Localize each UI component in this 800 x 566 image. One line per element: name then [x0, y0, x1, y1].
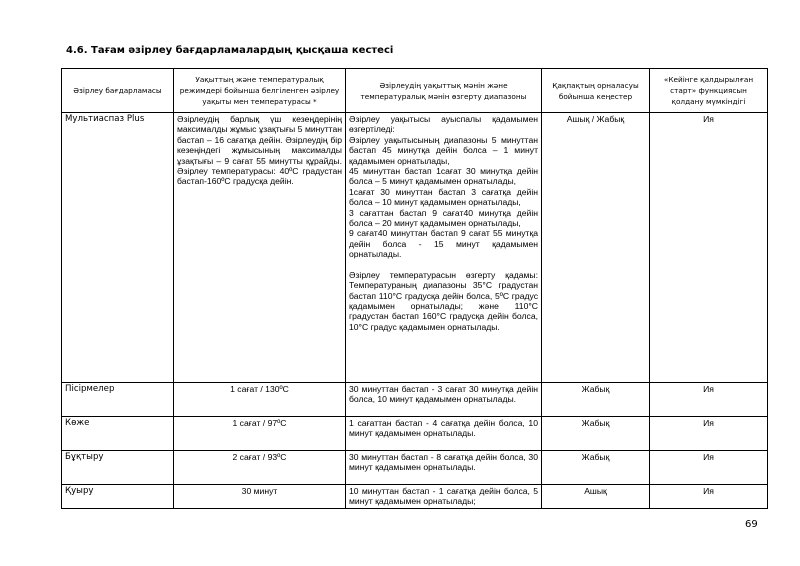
- lid-position: Ашық: [542, 485, 650, 509]
- lid-position: Жабық: [542, 383, 650, 417]
- header-change-range: Әзірлеудің уақыттық мәнін және температуралық мәнін өзгерту диапазоны: [346, 69, 542, 113]
- table-row: [62, 485, 768, 509]
- delayed-start: Ия: [650, 113, 768, 383]
- table-row: [62, 451, 768, 485]
- table-row: [62, 383, 768, 417]
- spacer: [349, 260, 538, 270]
- time-temperature: 2 сағат / 93ºС: [174, 451, 346, 485]
- table-row: [62, 113, 768, 383]
- change-range: 1 сағаттан бастап - 4 сағатқа дейін болса, 10 минут қадамымен орнатылады.: [346, 417, 542, 451]
- range-line: 45 минуттан бастап 1сағат 30 минутқа дейін болса – 5 минут қадамымен орнатылады,: [349, 166, 538, 187]
- change-range: 30 минуттан бастап - 8 сағатқа дейін болса, 30 минут қадамымен орнатылады.: [346, 451, 542, 485]
- lid-position: Жабық: [542, 417, 650, 451]
- program-name: Бұқтыру: [62, 451, 174, 485]
- program-name: Қуыру: [62, 485, 174, 509]
- range-line: Әзірлеу уақытысы ауыспалы қадамымен өзгертіледі:: [349, 114, 538, 135]
- delayed-start: Ия: [650, 485, 768, 509]
- table-row: [62, 417, 768, 451]
- section-title: 4.6. Тағам әзірлеу бағдарламалардың қысқаша кестесі: [66, 45, 394, 56]
- range-line: 1сағат 30 минуттан бастап 3 сағатқа дейін болса – 10 минут қадамымен орнатылады,: [349, 186, 538, 208]
- range-line: 3 сағаттан бастап 9 сағат40 минутқа дейін болса – 20 минут қадамымен орнатылады,: [349, 207, 538, 229]
- range-temperature-step: Әзірлеу температурасын өзгерту қадамы: Температураның диапазоны 35°С градустан бастап 110°С градусқа дейін болса, 5ºС градус қадамымен орнатылады; және 110°С градустан бастап 160°С градусқа дейін болса, 10°С градус қадамымен орнатылады.: [349, 269, 538, 332]
- program-name: Пісірмелер: [62, 383, 174, 417]
- time-temperature: 1 сағат / 130ºС: [174, 383, 346, 417]
- header-lid-position: Қақпақтың орналасуы бойынша кеңестер: [542, 69, 650, 113]
- cooking-programs-table: [61, 68, 768, 509]
- change-range: 30 минуттан бастап - 3 сағат 30 минутқа дейін болса, 10 минут қадамымен орнатылады.: [346, 383, 542, 417]
- time-temperature: 1 сағат / 97ºС: [174, 417, 346, 451]
- time-temperature: Әзірлеудің барлық үш кезеңдерінің максималды жұмыс ұзақтығы 5 минуттан бастап – 16 сағатқа дейін. Әзірлеудің бір кезеңіндегі жұмысының максималды ұзақтығы – 9 сағат 55 минутты құрайды. Әзірлеу температурасы: 40ºС градустан бастап-160ºС градусқа дейін.: [174, 113, 346, 383]
- header-program: Әзірлеу бағдарламасы: [62, 69, 174, 113]
- header-time-temperature: Уақыттың және температуралық режимдері бойынша белгіленген әзірлеу уақыты мен температурасы *: [174, 69, 346, 113]
- header-delayed-start: «Кейінге қалдырылған старт» функциясын қолдану мүмкіндігі: [650, 69, 768, 113]
- range-line: 9 сағат40 минуттан бастап 9 сағат 55 минутқа дейін болса - 15 минут қадамымен орнатылады.: [349, 228, 538, 260]
- program-name: Мультиаспаз Plus: [62, 113, 174, 383]
- program-name: Көже: [62, 417, 174, 451]
- change-range: [346, 113, 542, 383]
- delayed-start: Ия: [650, 451, 768, 485]
- delayed-start: Ия: [650, 383, 768, 417]
- lid-position: Жабық: [542, 451, 650, 485]
- time-temperature: 30 минут: [174, 485, 346, 509]
- delayed-start: Ия: [650, 417, 768, 451]
- lid-position: Ашық / Жабық: [542, 113, 650, 383]
- table-header-row: [62, 69, 768, 113]
- page-number: 69: [745, 519, 758, 530]
- change-range: 10 минуттан бастап - 1 сағатқа дейін болса, 5 минут қадамымен орнатылады;: [346, 485, 542, 509]
- range-line: Әзірлеу уақытысының диапазоны 5 минуттан бастап 45 минутқа дейін болса – 1 минут қадамымен орнатылады,: [349, 134, 538, 166]
